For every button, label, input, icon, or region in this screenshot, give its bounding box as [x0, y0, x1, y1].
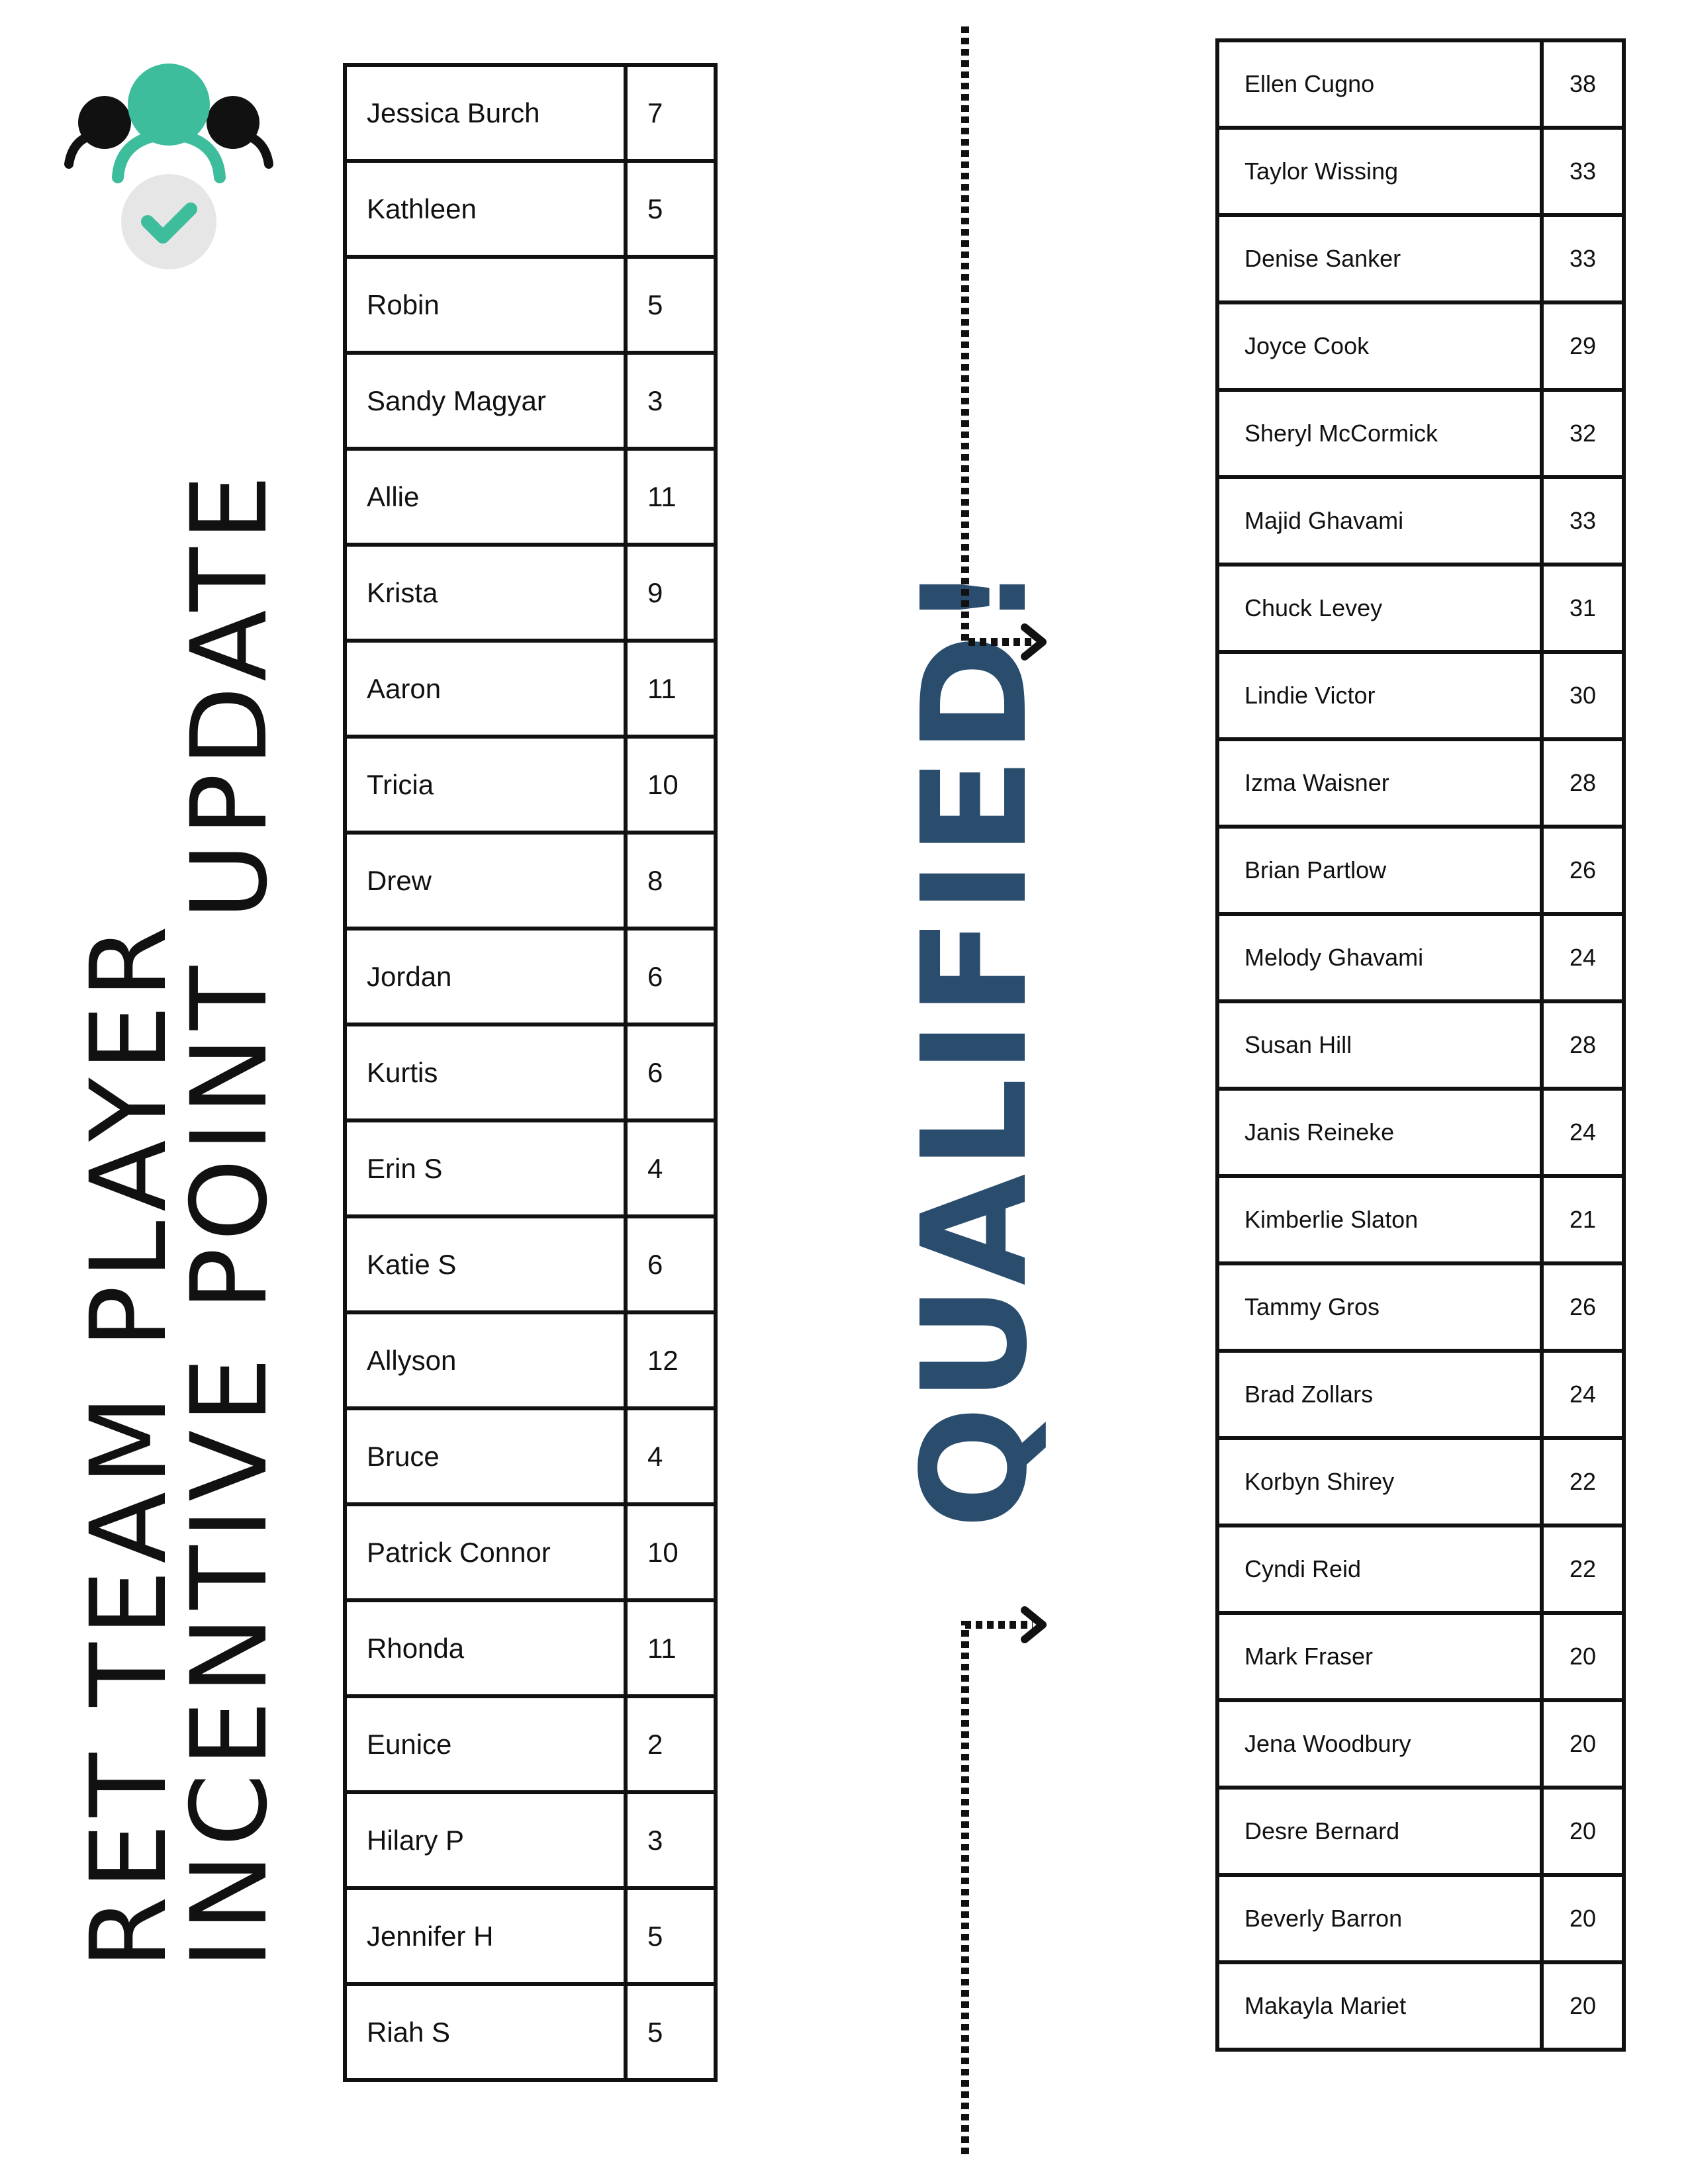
player-name: Aaron: [345, 641, 626, 737]
player-name: Brad Zollars: [1217, 1351, 1542, 1438]
table-row: [1217, 477, 1624, 565]
player-points: 24: [1542, 1351, 1624, 1438]
team-people-icon: [69, 64, 269, 177]
table-row: [345, 1312, 716, 1408]
table-row: [1217, 914, 1624, 1001]
player-points: 32: [1542, 390, 1624, 477]
player-name: Chuck Levey: [1217, 565, 1542, 652]
player-name: Hilary P: [345, 1792, 626, 1888]
player-name: Erin S: [345, 1120, 626, 1216]
table-row: [345, 833, 716, 929]
table-row: [345, 1888, 716, 1984]
table-row: [345, 1120, 716, 1216]
player-name: Robin: [345, 257, 626, 353]
player-name: Mark Fraser: [1217, 1613, 1542, 1700]
player-name: Tricia: [345, 737, 626, 833]
player-name: Makayla Mariet: [1217, 1962, 1542, 2050]
player-name: Patrick Connor: [345, 1504, 626, 1600]
page-title-line-1: RET TEAM PLAYER: [68, 919, 190, 1969]
player-name: Krista: [345, 545, 626, 641]
player-points: 21: [1542, 1176, 1624, 1263]
player-points: 11: [626, 641, 716, 737]
player-points: 20: [1542, 1700, 1624, 1788]
player-name: Jordan: [345, 929, 626, 1024]
table-row: [1217, 1525, 1624, 1613]
player-name: Janis Reineke: [1217, 1089, 1542, 1176]
table-row: [1217, 652, 1624, 739]
table-row: [345, 1696, 716, 1792]
player-points: 22: [1542, 1438, 1624, 1525]
player-points: 33: [1542, 128, 1624, 215]
player-points: 20: [1542, 1788, 1624, 1875]
table-row: [345, 1408, 716, 1504]
player-points: 6: [626, 1216, 716, 1312]
player-name: Riah S: [345, 1984, 626, 2080]
player-points: 26: [1542, 827, 1624, 914]
table-row: [1217, 1700, 1624, 1788]
table-row: [1217, 215, 1624, 302]
player-points: 3: [626, 353, 716, 449]
table-row: [345, 1792, 716, 1888]
player-points: 5: [626, 1984, 716, 2080]
table-row: [345, 449, 716, 545]
player-name: Allyson: [345, 1312, 626, 1408]
player-name: Jena Woodbury: [1217, 1700, 1542, 1788]
table-row: [1217, 390, 1624, 477]
player-name: Lindie Victor: [1217, 652, 1542, 739]
table-row: [1217, 1962, 1624, 2050]
table-row: [1217, 1176, 1624, 1263]
player-name: Eunice: [345, 1696, 626, 1792]
player-points: 31: [1542, 565, 1624, 652]
player-points: 4: [626, 1120, 716, 1216]
player-name: Kathleen: [345, 161, 626, 257]
player-name: Beverly Barron: [1217, 1875, 1542, 1962]
player-name: Tammy Gros: [1217, 1263, 1542, 1351]
points-table-qualified: [1215, 38, 1626, 2052]
player-name: Korbyn Shirey: [1217, 1438, 1542, 1525]
player-points: 20: [1542, 1962, 1624, 2050]
player-name: Joyce Cook: [1217, 302, 1542, 390]
player-name: Cyndi Reid: [1217, 1525, 1542, 1613]
table-row: [1217, 1001, 1624, 1089]
page-title-line-2: INCENTIVE POINT UPDATE: [169, 468, 291, 1969]
player-name: Kimberlie Slaton: [1217, 1176, 1542, 1263]
table-row: [1217, 1438, 1624, 1525]
table-row: [345, 737, 716, 833]
player-points: 29: [1542, 302, 1624, 390]
table-row: [345, 929, 716, 1024]
player-points: 10: [626, 737, 716, 833]
player-points: 6: [626, 1024, 716, 1120]
table-row: [345, 1024, 716, 1120]
player-points: 24: [1542, 1089, 1624, 1176]
player-points: 22: [1542, 1525, 1624, 1613]
player-name: Sandy Magyar: [345, 353, 626, 449]
player-points: 28: [1542, 739, 1624, 827]
player-name: Jessica Burch: [345, 65, 626, 161]
player-points: 7: [626, 65, 716, 161]
player-name: Desre Bernard: [1217, 1788, 1542, 1875]
table-row: [345, 641, 716, 737]
player-points: 33: [1542, 215, 1624, 302]
player-points: 38: [1542, 40, 1624, 128]
checkmark-icon: [121, 174, 216, 269]
player-name: Majid Ghavami: [1217, 477, 1542, 565]
table-row: [345, 353, 716, 449]
table-row: [1217, 1351, 1624, 1438]
player-points: 30: [1542, 652, 1624, 739]
top-arrow-icon: [965, 26, 1043, 657]
table-row: [1217, 1089, 1624, 1176]
player-points: 9: [626, 545, 716, 641]
bottom-arrow-icon: [965, 1610, 1043, 2154]
table-row: [1217, 827, 1624, 914]
table-row: [1217, 128, 1624, 215]
table-row: [345, 161, 716, 257]
player-points: 6: [626, 929, 716, 1024]
player-name: Jennifer H: [345, 1888, 626, 1984]
player-name: Taylor Wissing: [1217, 128, 1542, 215]
table-row: [1217, 40, 1624, 128]
player-points: 24: [1542, 914, 1624, 1001]
table-row: [1217, 1788, 1624, 1875]
player-points: 5: [626, 257, 716, 353]
table-row: [1217, 739, 1624, 827]
player-name: Bruce: [345, 1408, 626, 1504]
dotted-arrows: [927, 0, 1099, 2184]
player-name: Sheryl McCormick: [1217, 390, 1542, 477]
player-name: Izma Waisner: [1217, 739, 1542, 827]
player-points: 2: [626, 1696, 716, 1792]
player-points: 33: [1542, 477, 1624, 565]
player-points: 20: [1542, 1875, 1624, 1962]
player-name: Susan Hill: [1217, 1001, 1542, 1089]
player-points: 12: [626, 1312, 716, 1408]
table-row: [345, 545, 716, 641]
player-points: 3: [626, 1792, 716, 1888]
table-row: [1217, 1263, 1624, 1351]
player-name: Kurtis: [345, 1024, 626, 1120]
player-name: Drew: [345, 833, 626, 929]
player-points: 11: [626, 449, 716, 545]
table-row: [1217, 1875, 1624, 1962]
table-row: [345, 1504, 716, 1600]
table-row: [1217, 1613, 1624, 1700]
player-points: 10: [626, 1504, 716, 1600]
table-row: [345, 65, 716, 161]
player-name: Katie S: [345, 1216, 626, 1312]
points-table-left: [343, 63, 718, 2082]
table-row: [1217, 302, 1624, 390]
player-name: Allie: [345, 449, 626, 545]
player-name: Brian Partlow: [1217, 827, 1542, 914]
team-logo: [60, 60, 278, 278]
table-row: [1217, 565, 1624, 652]
player-points: 8: [626, 833, 716, 929]
player-points: 20: [1542, 1613, 1624, 1700]
player-points: 5: [626, 1888, 716, 1984]
table-row: [345, 1216, 716, 1312]
player-points: 4: [626, 1408, 716, 1504]
player-points: 5: [626, 161, 716, 257]
player-points: 11: [626, 1600, 716, 1696]
player-points: 28: [1542, 1001, 1624, 1089]
player-name: Rhonda: [345, 1600, 626, 1696]
player-name: Ellen Cugno: [1217, 40, 1542, 128]
table-row: [345, 1600, 716, 1696]
player-points: 26: [1542, 1263, 1624, 1351]
table-row: [345, 1984, 716, 2080]
table-row: [345, 257, 716, 353]
player-name: Denise Sanker: [1217, 215, 1542, 302]
qualified-label: QUALIFIED!: [892, 560, 1059, 1529]
player-name: Melody Ghavami: [1217, 914, 1542, 1001]
